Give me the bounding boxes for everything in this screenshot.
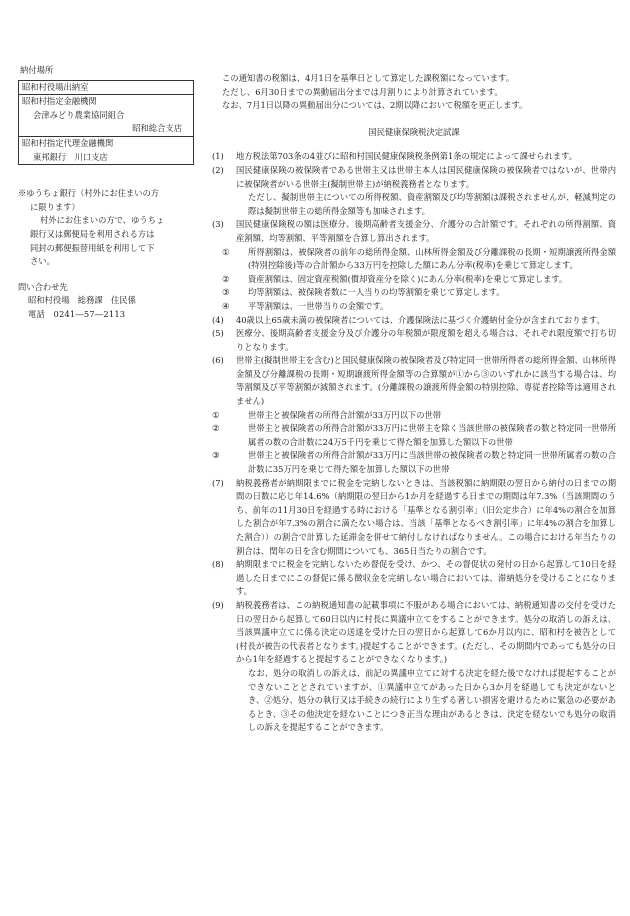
payment-row-designated-bank: 昭和村指定金融機関 会津みどり農業協同組合 昭和総合支店 <box>19 95 193 137</box>
sub-item: ① 世帯主と被保険者の所得合計額が33万円以下の世帯 <box>212 409 442 420</box>
list-item: (1) 地方税法第703条の4並びに昭和村国民健康保険税条例第1条の規定によって課せられます。 <box>212 151 578 162</box>
inquiry-office: 昭和村役場 総務課 住民係 <box>28 295 136 306</box>
sub-item: ④ 平等割額は、一世帯当りの金額です。 <box>222 300 389 311</box>
list-item: (4) 40歳以上65歳未満の被保険者については、介護保険法に基づく介護納付金分が含まれております。 <box>212 314 605 325</box>
sub-item: ② 資産割額は、固定資産税額(償却資産分を除く)にあん分率(税率)を乗じて算定します。 <box>222 273 568 284</box>
inquiry-contact <box>18 281 194 322</box>
list-item: (6) 世帯主(擬制世帯主を含む)と国民健康保険の被保険者及び特定同一世帯所得者の総所得金額、山林所得金額及び分離課税の長期・短期譲渡所得金額等の合算額が①から③のいずれかに該当する場合は、均等割額及び平等割額が減額されます。(分離課税の譲渡所得金額の特別控除、専従者控除等は適用されません) ① 世帯主と被保険者の所得合計額が33万円以下の世帯 ② 世帯主と被保険者の所得合計額が33万円に世帯主を除く当該世帯の被保険者の数と特定同一世帯所属者の数の合計数に24万5千円を乗じて得た額を加算した額以下の世帯 ③ 世帯主と被保険者の所得合計額が33万円に当該世帯の被保険者の数と特定同一世帯所属者の数の合計数に35万円を乗じて得た額を加算した額以下の世帯 <box>212 354 616 476</box>
sub-item: ① 所得割額は、被保険者の前年の総所得金額、山林所得金額及び分離課税の長期・短期譲渡所得金額(特別控除後)等の合計額から33万円を控除した額にあん分率(税率)を乗じて算定します。 <box>222 246 616 271</box>
payment-row-town-office: 昭和村役場出納室 <box>19 81 193 96</box>
sub-item: ② 世帯主と被保険者の所得合計額が33万円に世帯主を除く当該世帯の被保険者の数と特定同一世帯所属者の数の合計数に24万5千円を乗じて得た額を加算した額以下の世帯 <box>212 423 616 447</box>
inquiry-phone: 電話 0241―57―2113 <box>28 308 126 319</box>
sub-item: ③ 均等割額は、被保険者数に一人当りの均等割額を乗じて算定します。 <box>222 287 505 298</box>
tax-notice: この通知書の税額は、4月1日を基準日として算定した課税額になっています。 ただし、6月30日までの異動届出分までは月割りにより計算されています。 なお、7月1日以降の異動届出分については、2期以降において税額を更正します。 <box>222 73 528 111</box>
payment-row-agent-bank: 昭和村指定代理金融機関 東邦銀行 川口支店 <box>22 137 114 162</box>
payment-place-label: 納付場所 <box>20 65 54 75</box>
section-title: 国民健康保険税決定試課 <box>368 126 460 137</box>
right-column <box>212 72 616 735</box>
payment-place-box <box>18 80 194 166</box>
sub-item: ③ 世帯主と被保険者の所得合計額が33万円に当該世帯の被保険者の数と特定同一世帯所属者の数の合計数に35万円を乗じて得た額を加算した額以下の世帯 <box>212 450 616 475</box>
list-item: (8) 納期限までに税金を完納しないため督促を受け、かつ、その督促状の発付の日から起算して10日を経過した日までにこの督促に係る徴収金を完納しない場合においては、滞納処分を受けることになります。 <box>212 559 616 597</box>
list-item: (5) 医療分、後期高齢者支援金分及び介護分の年税額が限度額を超える場合は、それぞれ限度額で打ち切りとなります。 <box>212 328 616 352</box>
list-item: (3) 国民健康保険税の額は医療分、後期高齢者支援金分、介護分の合計額です。それぞれの所得割額、資産割額、均等割額、平等割額を合算し算出されます。 ① 所得割額は、被保険者の前年の総所得金額、山林所得金額及び分離課税の長期・短期譲渡所得金額(特別控除後)等の合計額から33万円を控除した額にあん分率(税率)を乗じて算定します。 ② 資産割額は、固定資産税額(償却資産分を除く)にあん分率(税率)を乗じて算定します。 ③ 均等割額は、被保険者数に一人当りの均等割額を乗じて算定します。 ④ 平等割額は、一世帯当りの金額です。 <box>212 218 616 313</box>
list-item: (9) 納税義務者は、この納税通知書の記載事項に不服がある場合においては、納税通知書の交付を受けた日の翌日から起算して60日以内に村長に異議申立てをすることができます。処分の取消しの訴えは、当該異議申立てに係る決定の送達を受けた日の翌日から起算して6か月以内に、昭和村を被告として(村長が被告の代表者となります。)提起することができます。(ただし、その期間内であっても処分の日から1年を経過すると提起することができなくなります。) なお、処分の取消しの訴えは、前記の異議申立てに対する決定を経た後でなければ提起することができないこととされていますが、①異議申立てがあった日から3か月を経過しても決定がないとき、②処分、処分の執行又は手続きの続行により生ずる著しい損害を避けるために緊急の必要があるとき、③その他決定を経ないことにつき正当な理由があるときは、決定を経ないでも処分の取消しの訴えを提起することができます。 <box>212 599 616 733</box>
list-item: (7) 納税義務者が納期限までに税金を完納しないときは、当該税額に納期限の翌日から納付の日までの期間の日数に応じ年14.6%（納期限の翌日から1か月を経過する日までの期間は年7.3%（当該期間のうち、前年の11月30日を経過する時における「基準となる割引率」（旧公定歩合）に年4%の割合を加算した割合が年7.3%の割合に満たない場合は、当該「基準となるべき割引率」に年4%の割合を加算した割合））の割合で計算した延滞金を併せて納付しなければなりません。この場合における年当たりの割合は、閏年の日を含む期間についても、365日当たりの割合です。 <box>212 477 616 556</box>
yucho-note: ※ゆうちょ銀行（村外にお住まいの方 に限ります） 村外にお住まいの方で、ゆうちょ 銀行又は郵便局を利用される方は 同封の郵便振替用紙を利用して下 さい。 <box>18 188 165 267</box>
list-item: (2) 国民健康保険の被保険者である世帯主又は世帯主本人は国民健康保険の被保険者ではないが、世帯内に被保険者がいる世帯主(擬制世帯主)が納税義務者となります。 ただし、擬制世帯主についての所得税額、資産割額及び均等割額は課税されませんが、軽減判定の際は擬制世帯主の総所得金額等も加味されます。 <box>212 164 616 216</box>
left-column <box>18 64 194 322</box>
inquiry-title: 問い合わせ先 <box>18 281 68 292</box>
